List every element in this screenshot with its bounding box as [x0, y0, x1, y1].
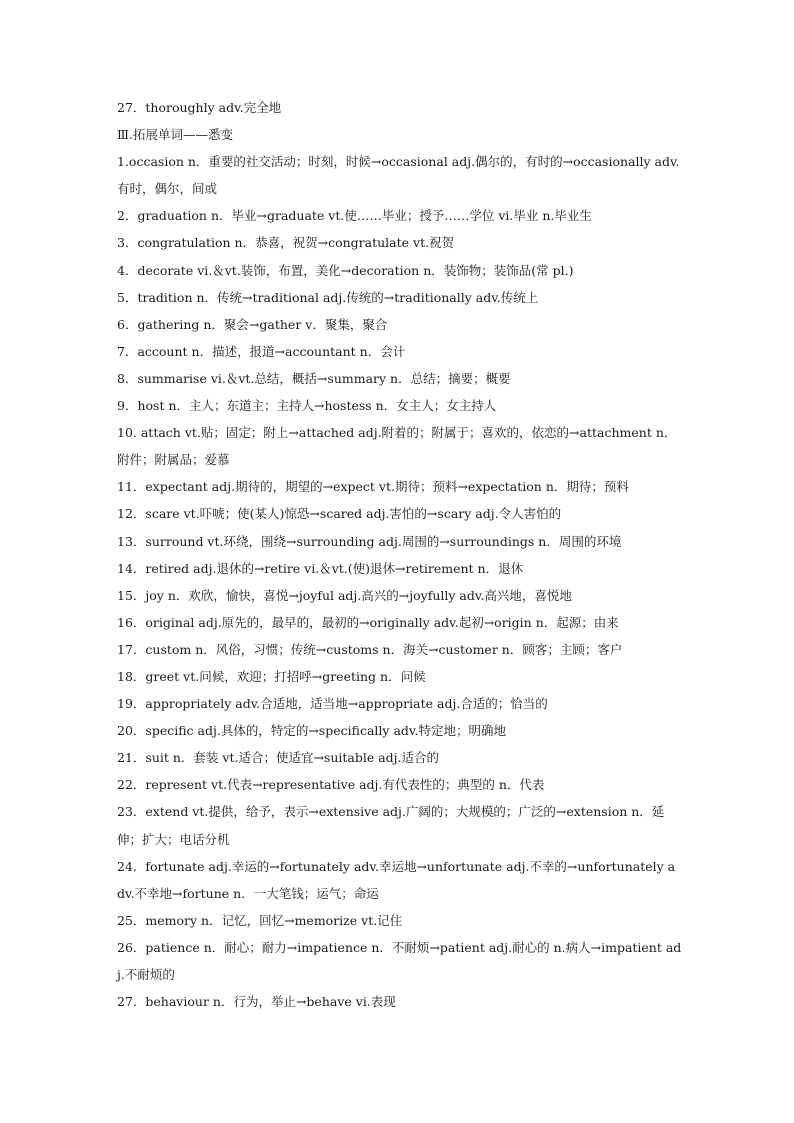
vocab-line-27-thoroughly: 27．thoroughly adv.完全地: [117, 100, 282, 115]
section-heading-expand-words: Ⅲ.拓展单词——悉变: [117, 127, 234, 143]
vocab-line-2-graduation: 2．graduation n．毕业→graduate vt.使……毕业；授予……学位 vi.毕业 n.毕业生: [117, 208, 592, 224]
vocab-line-1-occasion: 1.occasion n．重要的社交活动；时刻，时候→occasional adj.偶尔的，有时的→occasionally adv.有时，偶尔，间或: [117, 154, 680, 197]
vocab-line-24-fortunate: 24．fortunate adj.幸运的→fortunately adv.幸运地→unfortunate adj.不幸的→unfortunately adv.不幸地→fortune n．一大笔钱；运气；命运: [117, 858, 676, 901]
vocab-line-5-tradition: 5．tradition n．传统→traditional adj.传统的→traditionally adv.传统上: [117, 289, 539, 305]
vocab-line-27-behaviour: 27．behaviour n．行为，举止→behave vi.表现: [117, 994, 396, 1010]
document-page: [117, 94, 682, 1015]
vocab-line-11-expectant: 11．expectant adj.期待的，期望的→expect vt.期待；预料→expectation n．期待；预料: [117, 479, 629, 495]
vocab-line-7-account: 7．account n．描述，报道→accountant n．会计: [117, 343, 406, 359]
vocab-line-14-retired: 14．retired adj.退休的→retire vi.＆vt.(使)退休→retirement n．退休: [117, 560, 524, 576]
vocab-line-18-greet: 18．greet vt.问候，欢迎；打招呼→greeting n．问候: [117, 668, 426, 684]
vocab-line-9-host: 9．host n．主人；东道主；主持人→hostess n．女主人；女主持人: [117, 398, 497, 414]
vocab-line-23-extend: 23．extend vt.提供，给予，表示→extensive adj.广阔的；大规模的；广泛的→extension n．延伸；扩大；电话分机: [117, 804, 665, 847]
vocab-line-19-appropriately: 19．appropriately adv.合适地，适当地→appropriate adj.合适的；恰当的: [117, 696, 548, 712]
vocab-line-22-represent: 22．represent vt.代表→representative adj.有代表性的；典型的 n．代表: [117, 777, 545, 793]
vocab-line-25-memory: 25．memory n．记忆，回忆→memorize vt.记住: [117, 912, 403, 928]
vocab-line-6-gathering: 6．gathering n．聚会→gather v．聚集，聚合: [117, 316, 388, 332]
vocab-line-4-decorate: 4．decorate vi.＆vt.装饰，布置，美化→decoration n．装饰物；装饰品(常 pl.): [117, 262, 574, 278]
vocab-line-26-patience: 26．patience n．耐心；耐力→impatience n．不耐烦→patient adj.耐心的 n.病人→impatient adj.不耐烦的: [117, 939, 682, 982]
vocab-line-16-original: 16．original adj.原先的，最早的，最初的→originally adv.起初→origin n．起源；由来: [117, 614, 619, 630]
vocab-line-12-scare: 12．scare vt.吓唬；使(某人)惊恐→scared adj.害怕的→scary adj.令人害怕的: [117, 506, 562, 522]
vocab-line-15-joy: 15．joy n．欢欣，愉快，喜悦→joyful adj.高兴的→joyfully adv.高兴地，喜悦地: [117, 587, 572, 603]
vocab-line-17-custom: 17．custom n．风俗，习惯；传统→customs n．海关→customer n．顾客；主顾；客户: [117, 641, 623, 657]
vocab-line-20-specific: 20．specific adj.具体的，特定的→specifically adv.特定地；明确地: [117, 723, 506, 739]
vocab-line-8-summarise: 8．summarise vi.＆vt.总结，概括→summary n．总结；摘要；概要: [117, 370, 511, 386]
vocab-line-10-attach: 10. attach vt.贴；固定；附上→attached adj.附着的；附属于；喜欢的，依恋的→attachment n．附件；附属品；爱慕: [117, 425, 677, 468]
vocab-line-3-congratulation: 3．congratulation n．恭喜，祝贺→congratulate vt.祝贺: [117, 235, 455, 251]
vocab-line-13-surround: 13．surround vt.环绕，围绕→surrounding adj.周围的→surroundings n．周围的环境: [117, 533, 622, 549]
vocab-line-21-suit: 21．suit n．套装 vt.适合；使适宜→suitable adj.适合的: [117, 750, 440, 766]
